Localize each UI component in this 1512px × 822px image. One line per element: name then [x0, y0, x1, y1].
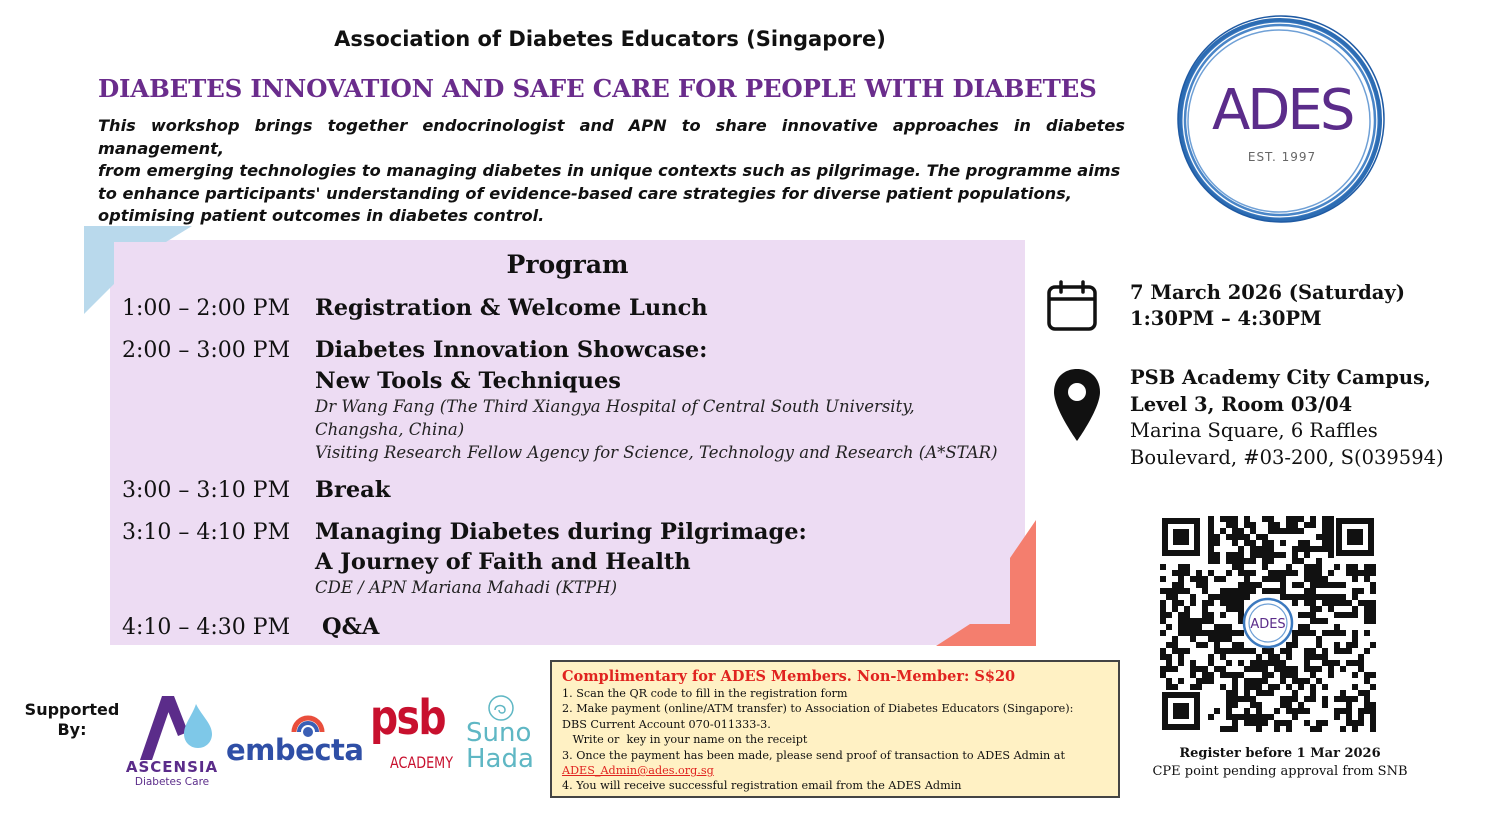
venue-address [1130, 418, 1444, 471]
ascensia-logo-mark [122, 692, 222, 762]
program-title: Managing Diabetes during Pilgrimage: [315, 519, 807, 545]
program-title: Diabetes Innovation Showcase: [315, 337, 708, 363]
venue-name-line: PSB Academy City Campus, [1130, 366, 1431, 389]
payment-line: 2. Make payment (online/ATM transfer) to Association of Diabetes Educators (Singapore): [562, 702, 1074, 716]
ades-logo-text: ADES [1212, 78, 1353, 143]
payment-line: DBS Current Account 070-011333-3. [562, 717, 771, 731]
location-pin-icon [1052, 367, 1102, 443]
program-time: 2:00 – 3:00 PM [122, 338, 291, 363]
program-speaker: CDE / APN Mariana Mahadi (KTPH) [315, 578, 618, 597]
cpe-note: CPE point pending approval from SNB [1152, 764, 1408, 779]
workshop-title: DIABETES INNOVATION AND SAFE CARE FOR PEOPLE WITH DIABETES [98, 74, 1097, 103]
workshop-intro [98, 115, 1125, 228]
qr-ades-badge: ADES [1250, 617, 1286, 632]
program-speaker: Visiting Research Fellow Agency for Science, Technology and Research (A*STAR) [315, 443, 998, 462]
program-time: 3:10 – 4:10 PM [122, 520, 291, 545]
program-time: 1:00 – 2:00 PM [122, 296, 291, 321]
payment-line: Write or key in your name on the receipt [562, 733, 808, 747]
program-title: Break [315, 477, 391, 503]
event-date [1130, 280, 1405, 332]
event-date-line: 7 March 2026 (Saturday) [1130, 281, 1405, 304]
intro-line: to enhance participants' understanding of evidence-based care strategies for diverse patient populations, [98, 183, 1072, 203]
calendar-icon [1046, 280, 1098, 332]
venue-address-line: Marina Square, 6 Raffles [1130, 419, 1378, 442]
supported-by-label [22, 700, 122, 740]
ades-logo-est: EST. 1997 [1247, 150, 1317, 164]
payment-line: 3. Once the payment has been made, please send proof of transaction to ADES Admin at [562, 748, 1065, 762]
program-speaker: Changsha, China) [315, 420, 465, 439]
intro-line: from emerging technologies to managing diabetes in unique contexts such as pilgrimage. The programme aims [98, 161, 1121, 180]
organization-title: Association of Diabetes Educators (Singapore) [334, 27, 886, 51]
program-title: New Tools & Techniques [315, 368, 621, 394]
payment-heading: Complimentary for ADES Members. Non-Member: S$20 [562, 668, 1016, 685]
venue-name-line: Level 3, Room 03/04 [1130, 392, 1353, 416]
event-time-line: 1:30PM – 4:30PM [1130, 307, 1322, 330]
program-title: Q&A [322, 614, 380, 640]
program-title: A Journey of Faith and Health [315, 549, 691, 575]
ascensia-logo-sub: Diabetes Care [134, 776, 210, 788]
venue-name [1130, 365, 1431, 418]
program-title: Registration & Welcome Lunch [315, 295, 708, 321]
supported-label-line: Supported [24, 700, 120, 719]
ascensia-logo-name: ASCENSIA [125, 758, 219, 776]
program-time: 4:10 – 4:30 PM [122, 615, 291, 640]
payment-line: 4. You will receive successful registration email from the ADES Admin [562, 779, 962, 793]
admin-email-link[interactable]: ADES_Admin@ades.org.sg [562, 764, 714, 778]
suno-hada-logo-line1: Suno [466, 718, 532, 748]
register-deadline: Register before 1 Mar 2026 [1179, 746, 1381, 761]
program-heading: Program [506, 250, 629, 279]
psb-logo-sub: ACADEMY [390, 753, 454, 772]
payment-line: 1. Scan the QR code to fill in the registration form [562, 687, 848, 700]
registration-qr-code[interactable] [1160, 516, 1376, 732]
suno-hada-logo-line2: Hada [466, 744, 534, 774]
program-time: 3:00 – 3:10 PM [122, 478, 291, 503]
intro-line: optimising patient outcomes in diabetes control. [98, 206, 545, 225]
program-speaker: Dr Wang Fang (The Third Xiangya Hospital of Central South University, [315, 397, 915, 416]
psb-logo-name: psb [370, 690, 445, 746]
decorative-corner-bottom-right [936, 520, 1038, 648]
venue-address-line: Boulevard, #03-200, S(039594) [1130, 445, 1444, 469]
supported-label-line: By: [57, 720, 87, 739]
payment-info-box [550, 660, 1120, 798]
embecta-logo-name: embecta [226, 733, 364, 767]
intro-line: This workshop brings together endocrinologist and APN to share innovative approaches in diabetes management, [98, 116, 1125, 158]
